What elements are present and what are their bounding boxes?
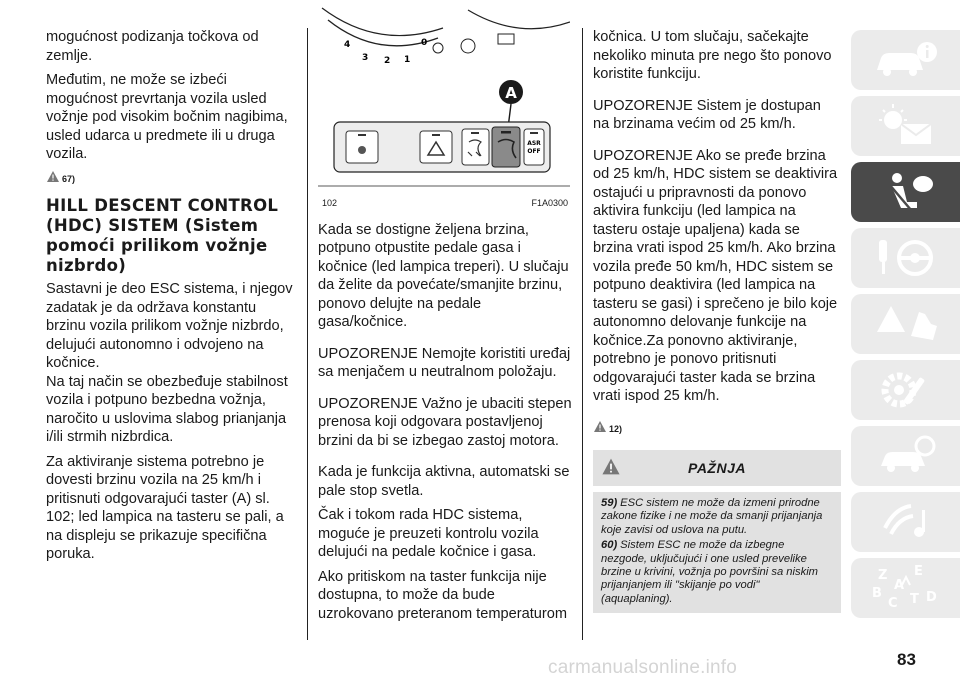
svg-text:E: E [913, 564, 923, 579]
figure-number: 102 [322, 198, 338, 208]
figure-hdc-button [318, 0, 570, 190]
column-divider [582, 28, 583, 640]
warning-triangle-icon [593, 420, 607, 433]
svg-text:ASR: ASR [527, 140, 541, 147]
column-divider [307, 28, 308, 640]
sidebar-item-maintenance[interactable] [851, 360, 960, 420]
figure-code: F1A0300 [531, 198, 568, 208]
figure-caption [318, 194, 572, 213]
dashboard-illustration [318, 0, 570, 190]
warning-paragraph: UPOZORENJE Važno je ubaciti stepen prenosa koji odgovara postavljenoj brzini da bi se izbegao zastoj motora. [318, 395, 572, 449]
dial-number: 0 [421, 38, 428, 48]
maintenance-gear-icon [871, 366, 941, 414]
watermark: carmanualsonline.info [548, 657, 738, 678]
column-right [593, 28, 841, 613]
sidebar-item-car-info[interactable] [851, 30, 960, 90]
warning-paragraph: UPOZORENJE Sistem je dostupan na brzinama većim od 25 km/h. [593, 97, 821, 132]
sidebar-item-index[interactable] [851, 558, 960, 618]
warning-paragraph: UPOZORENJE Ako se pređe brzina od 25 km/h, HDC sistem se deaktivira ostajući u pripravnosti da ponovo aktivira funkciju (led lampica na tasteru ostaje upaljena) kada se brzina vrati ispod 25 km/h. Ako brzina vozila pređe 50 km/h, HDC sistem se potpuno deaktivira (led lampica na tasteru se gasi) i sprečeno je bilo koje autonomno delovanje funkcije na kočnice.Za ponovno aktiviranje, potrebno je ponovo pritisnuti odgovarajući taster kada se brzina vrati ispod 25 km/h. [593, 147, 838, 404]
page-number: 83 [897, 650, 916, 669]
car-info-icon [871, 38, 941, 82]
svg-text:OFF: OFF [527, 148, 541, 155]
sidebar-item-lights-messages[interactable] [851, 96, 960, 156]
key-steering-icon [871, 234, 941, 282]
sidebar-item-starting-driving[interactable] [851, 228, 960, 288]
sidebar-item-specs[interactable] [851, 426, 960, 486]
svg-text:C: C [887, 596, 898, 611]
multimedia-icon [871, 498, 941, 546]
paragraph: Čak i tokom rada HDC sistema, moguće je preuzeti kontrolu vozila delujući na pedale kočnice i gasa. [318, 507, 539, 560]
warning-body [593, 492, 841, 613]
sidebar-item-safety[interactable] [851, 162, 960, 222]
dial-number: 3 [362, 53, 369, 63]
column-left [46, 28, 298, 570]
warning-item: 60) Sistem ESC ne može da izbegne nezgode, uključujući i one usled prevelike brzine u krivini, vožnja po površini sa niskim prijanjanjem ili "skijanje po vodi" (aquaplaning). [601, 539, 818, 605]
dial-number: 2 [384, 56, 391, 66]
paragraph: Sastavni je deo ESC sistema, i njegov zadatak je da održava konstantu brzinu vozila prilikom vožnje nizbrdo, delujući autonomno i odvojeno na kočnice. [46, 281, 293, 371]
paragraph: Međutim, ne može se izbeći mogućnost prevrtanja vozila usled vožnje pod visokim bočnim nagibima, usled udarca u predmete ili u druga vozila. [46, 72, 288, 162]
paragraph: Kada se dostigne željena brzina, potpuno otpustite pedale gasa i kočnice (led lampica treperi). U slučaju da želite da povećate/smanjite brzinu, ponovo delujte na pedale gasa/kočnice. [318, 221, 569, 330]
svg-text:A: A [893, 578, 904, 593]
chapter-sidebar [851, 30, 960, 624]
paragraph: Na taj način se obezbeđuje stabilnost vozila i potpuno bezbedna vožnja, naročito u uslovima slabog prianjanja i/ili strmih nizbrdica. [46, 373, 288, 445]
asr-off-button [524, 129, 544, 165]
warning-reference: 12) [593, 420, 841, 439]
warning-paragraph: UPOZORENJE Nemojte koristiti uređaj sa menjačem u neutralnom položaju. [318, 345, 571, 380]
svg-text:T: T [909, 592, 919, 607]
warning-triangle-icon [871, 300, 941, 348]
paragraph: Kada je funkcija aktivna, automatski se pale stop svetla. [318, 464, 570, 499]
warning-triangle-icon [46, 170, 60, 183]
warning-reference: 67) [46, 170, 298, 189]
sidebar-item-emergency[interactable] [851, 294, 960, 354]
paragraph: Za aktiviranje sistema potrebno je dovesti brzinu vozila na 25 km/h i pritisnuti odgovarajući taster (A) sl. 102; led lampica na tasteru se pali, a na displeju se prikazuje specifična poruka. [46, 453, 284, 562]
specs-icon [871, 432, 941, 480]
alphabetical-index-icon [866, 563, 946, 613]
sidebar-item-multimedia[interactable] [851, 492, 960, 552]
svg-text:B: B [871, 586, 882, 601]
dial-number: 4 [344, 40, 351, 50]
lights-message-icon [871, 102, 941, 150]
warning-header [593, 450, 841, 486]
warning-item: 59) ESC sistem ne može da izmeni prirodne zakone fizike i ne može da smanji prijanjanja koje zavisi od uslova na putu. [601, 497, 823, 536]
paragraph: kočnica. U tom slučaju, sačekajte nekoliko minuta pre nego što ponovo koristite funkciju. [593, 29, 832, 82]
esc-button [462, 129, 489, 165]
warning-triangle-icon [601, 457, 621, 476]
callout-label: A [505, 84, 517, 102]
dial-number: 1 [404, 55, 411, 65]
airbag-seatbelt-icon [871, 168, 941, 216]
section-heading: HILL DESCENT CONTROL (HDC) SISTEM (Sistem pomoći prilikom vožnje nizbrdo) [46, 196, 279, 275]
column-middle [318, 28, 572, 629]
svg-text:Z: Z [877, 568, 887, 583]
paragraph: Ako pritiskom na taster funkcija nije dostupna, to može da bude uzrokovano preteranom temperaturom [318, 568, 568, 622]
warning-title: PAŽNJA [688, 459, 746, 476]
paragraph: mogućnost podizanja točkova od zemlje. [46, 29, 259, 64]
warning-box [593, 450, 841, 613]
svg-text:D: D [925, 590, 937, 605]
